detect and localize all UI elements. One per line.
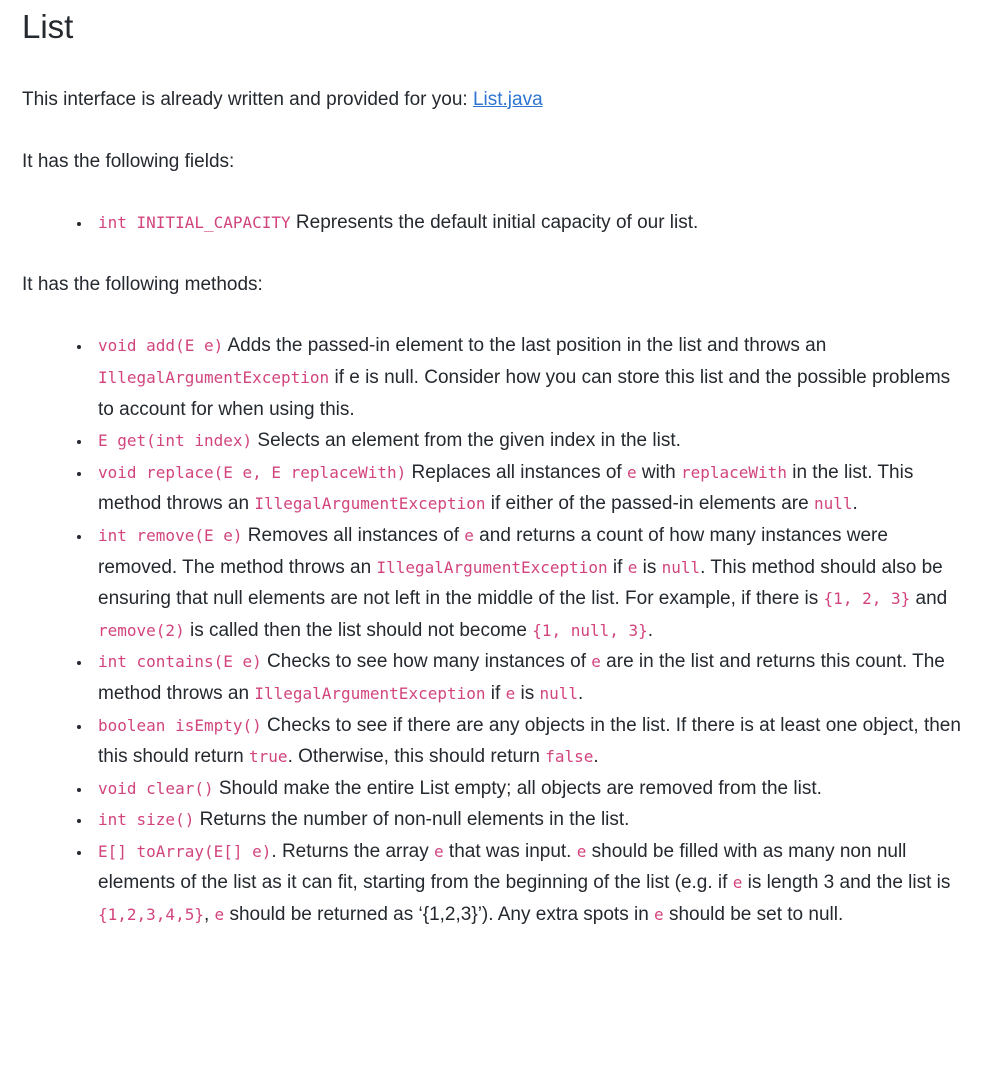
- inline-code: IllegalArgumentException: [376, 557, 608, 577]
- document-body: [0, 8, 992, 991]
- list-item: [92, 646, 966, 709]
- inline-code: e: [464, 525, 474, 545]
- body-text-run: .: [647, 619, 654, 641]
- body-text-run: should be returned as ‘{1,2,3}’). Any extra spots in: [224, 904, 655, 926]
- inline-code: e: [626, 462, 637, 482]
- body-text-run: Adds the passed-in element to the last position in the list and throws an: [223, 335, 827, 357]
- inline-code: void replace(E e, E replaceWith): [98, 462, 407, 482]
- inline-code: int contains(E e): [98, 652, 262, 672]
- inline-code: void add(E e): [98, 336, 224, 356]
- list-item: [92, 520, 966, 646]
- inline-code: e: [214, 905, 225, 925]
- inline-code: null: [813, 494, 853, 514]
- page: [0, 8, 992, 1092]
- inline-code: int size(): [98, 810, 195, 830]
- list-item: [92, 457, 966, 520]
- list-item: [92, 710, 966, 773]
- list-item: [92, 836, 966, 931]
- inline-code: {1, 2, 3}: [823, 589, 911, 609]
- inline-code: int remove(E e): [98, 525, 243, 545]
- inline-code: remove(2): [98, 620, 185, 640]
- inline-code: {1, null, 3}: [532, 620, 648, 640]
- body-text-run: should be set to null.: [663, 904, 844, 926]
- inline-code: e: [627, 557, 638, 577]
- body-text-run: Checks to see if there are any objects in the list. If there is at least one object, then this should return: [98, 714, 961, 768]
- list-item: [92, 425, 966, 457]
- inline-code: int INITIAL_CAPACITY: [98, 213, 291, 233]
- body-text-run: is called then the list should not become: [184, 619, 533, 641]
- body-text-run: in the list. This method throws an: [98, 461, 914, 515]
- inline-code: IllegalArgumentException: [98, 367, 330, 387]
- body-text-run: with: [636, 461, 681, 483]
- listjava-link[interactable]: List.java: [472, 89, 543, 110]
- body-text-run: Replaces all instances of: [406, 461, 627, 483]
- inline-code: e: [576, 841, 587, 861]
- body-text-run: should be filled with as many non null elements of the list as it can fit, starting from the beginning of the list (e.g. if: [98, 840, 907, 894]
- inline-code: e: [591, 652, 601, 672]
- body-text-run: Represents the default initial capacity of our list.: [290, 212, 699, 234]
- inline-code: null: [539, 683, 579, 703]
- inline-code: {1,2,3,4,5}: [98, 905, 204, 925]
- inline-code: replaceWith: [680, 462, 787, 482]
- inline-code: E get(int index): [98, 431, 253, 451]
- body-text-run: is: [515, 682, 540, 704]
- body-text-run: Should make the entire List empty; all objects are removed from the list.: [213, 777, 822, 799]
- body-text-run: . Returns the array: [271, 840, 435, 862]
- inline-code: e: [434, 841, 444, 861]
- body-text-run: .: [578, 682, 584, 704]
- body-text-run: Removes all instances of: [242, 524, 465, 546]
- body-text-run: that was input.: [443, 840, 577, 862]
- methods-heading: It has the following methods:: [22, 273, 263, 295]
- inline-code: IllegalArgumentException: [254, 683, 486, 703]
- page-title: List: [22, 8, 74, 45]
- inline-code: null: [661, 557, 701, 577]
- body-text-run: Returns the number of non-null elements in the list.: [194, 809, 630, 831]
- list-item: [92, 804, 966, 836]
- intro-text: This interface is already written and provided for you:: [22, 89, 473, 110]
- list-item: [92, 207, 966, 239]
- inline-code: e: [654, 905, 664, 925]
- inline-code: true: [249, 747, 288, 767]
- methods-list: [22, 330, 966, 930]
- body-text-run: . This method should also be ensuring that null elements are not left in the middle of the list. For example, if there is: [98, 556, 943, 610]
- list-item: [92, 330, 966, 425]
- body-text-run: and returns a count of how many instances were removed. The method throws an: [98, 524, 888, 578]
- body-text-run: Checks to see how many instances of: [261, 651, 592, 673]
- inline-code: void clear(): [98, 778, 214, 798]
- body-text-run: is length 3 and the list is: [742, 872, 951, 894]
- inline-code: E[] toArray(E[] e): [98, 841, 272, 861]
- body-text-run: .: [852, 493, 858, 515]
- inline-code: e: [732, 873, 743, 893]
- intro-paragraph: [22, 84, 966, 116]
- inline-code: IllegalArgumentException: [254, 494, 486, 514]
- body-text-run: and: [910, 588, 948, 610]
- inline-code: e: [505, 683, 516, 703]
- body-text-run: if: [607, 556, 628, 578]
- fields-list: [22, 207, 966, 239]
- inline-code: boolean isEmpty(): [98, 715, 262, 735]
- body-text-run: if e is null. Consider how you can store this list and the possible problems to account for when using this.: [98, 366, 951, 420]
- list-item: [92, 773, 966, 805]
- fields-heading: It has the following fields:: [22, 150, 235, 172]
- body-text-run: Selects an element from the given index in the list.: [252, 430, 681, 452]
- body-text-run: are in the list and returns this count. The method throws an: [98, 651, 945, 704]
- body-text-run: ,: [203, 904, 215, 926]
- body-text-run: is: [637, 556, 662, 578]
- body-text-run: if: [485, 682, 506, 704]
- body-text-run: .: [593, 746, 599, 768]
- body-text-run: if either of the passed-in elements are: [485, 493, 814, 515]
- inline-code: false: [545, 747, 594, 767]
- body-text-run: . Otherwise, this should return: [287, 746, 546, 768]
